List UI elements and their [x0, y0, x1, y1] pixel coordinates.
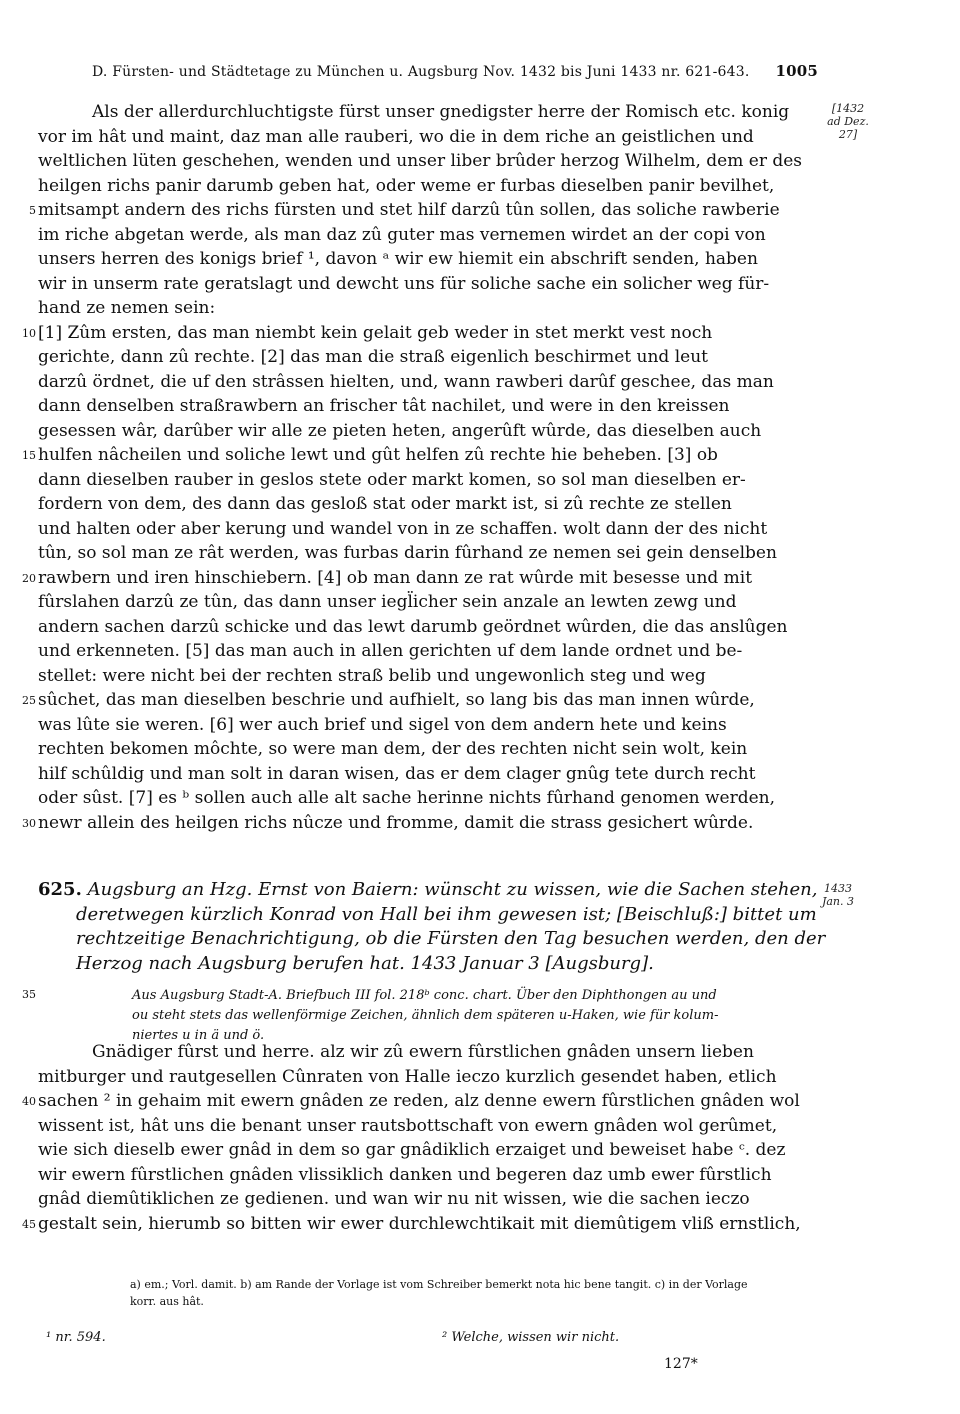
line-text: rechten bekomen môchte, so were man dem, der des rechten nicht sein wolt, kein [38, 739, 748, 759]
line-text: stellet: were nicht bei der rechten straß belib und ungewonlich steg und weg [38, 665, 706, 686]
text-line [38, 419, 818, 444]
line-number: 45 [22, 1217, 36, 1231]
text-line [22, 688, 818, 713]
line-text: dann dieselben rauber in geslos stete oder markt komen, so sol man dieselben er- [38, 469, 746, 490]
line-text: was lûte sie weren. [6] wer auch brief und sigel von dem andern hete und keins [38, 714, 727, 735]
text-line [38, 615, 818, 640]
text-line [22, 811, 818, 836]
text-line [38, 1114, 818, 1139]
text-line [38, 713, 818, 738]
text-line [22, 321, 818, 346]
signature-mark: 127* [664, 1356, 698, 1372]
running-header [92, 64, 818, 80]
source-line: ou steht stets das wellenförmige Zeichen, ähnlich dem späteren u-Haken, wie für kolum- [132, 1008, 719, 1023]
source-line: niertes u in ä und ö. [132, 1028, 265, 1043]
line-text: hand ze nemen sein: [38, 298, 216, 318]
text-line [38, 737, 818, 762]
line-number: 20 [22, 571, 36, 585]
line-text: andern sachen darzû schicke und das lewt darumb geördnet wûrden, die das anslûgen [38, 616, 788, 637]
line-text: [1] Zûm ersten, das man niembt kein gelait geb weder in stet merkt vest noch [38, 322, 713, 343]
text-line [38, 541, 818, 566]
text-line [38, 1040, 818, 1065]
line-text: oder sûst. [7] es ᵇ sollen auch alle alt sache herinne nichts fûrhand genomen werden, [38, 788, 776, 808]
line-text: hilf schûldig und man solt in daran wisen, das er dem clager gnûg tete durch recht [38, 763, 756, 784]
section-ordinance-text [22, 100, 818, 835]
line-text: gnâd diemûtiklichen ze gedienen. und wan wir nu nit wissen, wie die sachen ieczo [38, 1189, 750, 1209]
line-text: weltlichen lüten geschehen, wenden und unser liber brûder herzog Wilhelm, dem er des [38, 151, 803, 171]
apparatus-line: korr. aus hât. [130, 1295, 204, 1308]
line-text: wie sich dieselb ewer gnâd in dem so gar gnâdiklich erzaiget und beweiset habe ᶜ. dez [38, 1140, 786, 1160]
text-line [22, 443, 818, 468]
text-line [38, 492, 818, 517]
text-line [38, 664, 818, 689]
page-number: 1005 [775, 62, 818, 80]
text-line [38, 370, 818, 395]
text-line [29, 198, 818, 223]
line-text: Gnädiger fûrst und herre. alz wir zû ewern fûrstlichen gnâden unsern lieben [92, 1042, 754, 1062]
heading-line [38, 952, 818, 977]
text-line [38, 1138, 818, 1163]
text-line [38, 125, 818, 150]
line-text: sûchet, das man dieselben beschrie und aufhielt, so lang bis das man innen wûrde, [38, 690, 755, 710]
heading-text: Herzog nach Augsburg berufen hat. 1433 Januar 3 [Augsburg]. [76, 952, 654, 974]
text-line [38, 590, 818, 615]
line-text: unsers herren des konigs brief ¹, davon ᵃ wir ew hiemit ein abschrift senden, haben [38, 249, 758, 269]
text-line [38, 786, 818, 811]
line-text: und halten oder aber kerung und wandel von in ze schaffen. wolt dann der des nicht [38, 518, 768, 539]
text-line [38, 100, 818, 125]
text-line [38, 394, 818, 419]
line-number: 10 [22, 326, 36, 340]
footnote-1: ¹ nr. 594. [46, 1330, 106, 1345]
text-line [38, 345, 818, 370]
text-line [38, 639, 818, 664]
text-line [22, 566, 818, 591]
line-text: hulfen nâcheilen und soliche lewt und gût helfen zû rechte hie beheben. [3] ob [38, 445, 718, 465]
text-line [38, 149, 818, 174]
document-625-heading [38, 878, 826, 976]
margin-doc-date: 1433 Jan. 3 [821, 882, 855, 908]
document-number: 625. [38, 879, 82, 900]
text-line [38, 296, 818, 321]
line-number: 40 [22, 1095, 36, 1108]
line-text: vor im hât und maint, daz man alle rauberi, wo die in dem riche an geistlichen und [38, 126, 754, 147]
line-text: gestalt sein, hierumb so bitten wir ewer durchlewchtikait mit diemûtigem vliß ernstlich, [38, 1213, 801, 1234]
text-line [38, 223, 818, 248]
apparatus-line: a) em.; Vorl. damit. b) am Rande der Vorlage ist vom Schreiber bemerkt nota hic bene tangit. c) in der Vorlage [130, 1278, 748, 1291]
text-line [38, 247, 818, 272]
text-line [38, 174, 818, 199]
text-line [22, 1089, 818, 1114]
letter-body-text [22, 1040, 818, 1236]
margin-date-note: [1432 ad Dez. 27] [827, 102, 869, 141]
line-number: 30 [22, 816, 36, 830]
text-line [38, 1163, 818, 1188]
heading-line [38, 927, 826, 952]
line-text: wir in unserm rate geratslagt und dewcht uns für soliche sache ein solicher weg für- [38, 273, 770, 294]
heading-line [38, 878, 818, 903]
text-line [22, 1212, 818, 1237]
critical-apparatus [38, 1276, 818, 1310]
source-line: Aus Augsburg Stadt-A. Briefbuch III fol. 218ᵇ conc. chart. Über den Diphthongen au und [132, 988, 717, 1003]
text-line [38, 272, 818, 297]
line-text: dann denselben straßrawbern an frischer tât nachilet, und were in den kreissen [38, 396, 730, 416]
text-line [38, 1187, 818, 1212]
heading-text: Augsburg an Hzg. Ernst von Baiern: wünscht zu wissen, wie die Sachen stehen, [87, 879, 818, 900]
line-number: 25 [22, 694, 36, 707]
line-text: fordern von dem, des dann das gesloß stat oder markt ist, si zû rechte ze stellen [38, 494, 732, 514]
line-text: fûrslahen darzû ze tûn, das dann unser iegl̈icher sein anzale an lewten zewg und [38, 592, 737, 612]
text-line [38, 762, 818, 787]
line-text: mitsampt andern des richs fürsten und stet hilf darzû tûn sollen, das soliche rawberie [38, 200, 780, 220]
line-text: mitburger und rautgesellen Cûnraten von Halle ieczo kurzlich gesendet haben, etlich [38, 1066, 777, 1087]
line-text: gesessen wâr, darûber wir alle ze pieten heten, angerûft wûrde, das dieselben auch [38, 420, 762, 441]
line-number: 35 [22, 988, 36, 1001]
heading-text: deretwegen kürzlich Konrad von Hall bei ihm gewesen ist; [Beischluß:] bittet um [76, 903, 817, 925]
line-text: wissent ist, hât uns die benant unser rautsbottschaft von ewern gnâden wol gerûmet, [38, 1115, 778, 1136]
source-note [22, 986, 818, 1046]
text-line [38, 468, 818, 493]
line-text: sachen ² in gehaim mit ewern gnâden ze reden, alz denne ewern fûrstlichen gnâden wol [38, 1091, 800, 1111]
line-number: 15 [22, 449, 36, 462]
heading-line [38, 903, 818, 928]
text-line [38, 1065, 818, 1090]
line-text: newr allein des heilgen richs nûcze und fromme, damit die strass gesichert wûrde. [38, 812, 754, 833]
line-text: und erkenneten. [5] das man auch in allen gerichten uf dem lande ordnet und be- [38, 641, 743, 661]
line-text: rawbern und iren hinschiebern. [4] ob man dann ze rat wûrde mit besesse und mit [38, 567, 753, 588]
footnote-2: ² Welche, wissen wir nicht. [442, 1330, 620, 1345]
text-line [38, 517, 818, 542]
line-text: im riche abgetan werde, als man daz zû guter mas vernemen wirdet an der copi von [38, 224, 766, 245]
line-text: darzû ördnet, die uf den strâssen hielten, und, wann rawberi darûf geschee, das man [38, 371, 774, 392]
line-text: wir ewern fûrstlichen gnâden vlissiklich danken und begeren daz umb ewer fûrstlich [38, 1164, 772, 1185]
line-text: heilgen richs panir darumb geben hat, oder weme er furbas dieselben panir bevilhet, [38, 175, 775, 196]
heading-text: rechtzeitige Benachrichtigung, ob die Fürsten den Tag besuchen werden, den der [76, 928, 826, 949]
line-number: 5 [29, 204, 36, 217]
line-text: Als der allerdurchluchtigste fürst unser gnedigster herre der Romisch etc. konig [92, 102, 790, 122]
running-title: D. Fürsten- und Städtetage zu München u. Augsburg Nov. 1432 bis Juni 1433 nr. 621-643. [92, 64, 750, 80]
line-text: gerichte, dann zû rechte. [2] das man die straß eigenlich beschirmet und leut [38, 347, 708, 367]
line-text: tûn, so sol man ze rât werden, was furbas darin fûrhand ze nemen sei gein denselben [38, 543, 777, 563]
